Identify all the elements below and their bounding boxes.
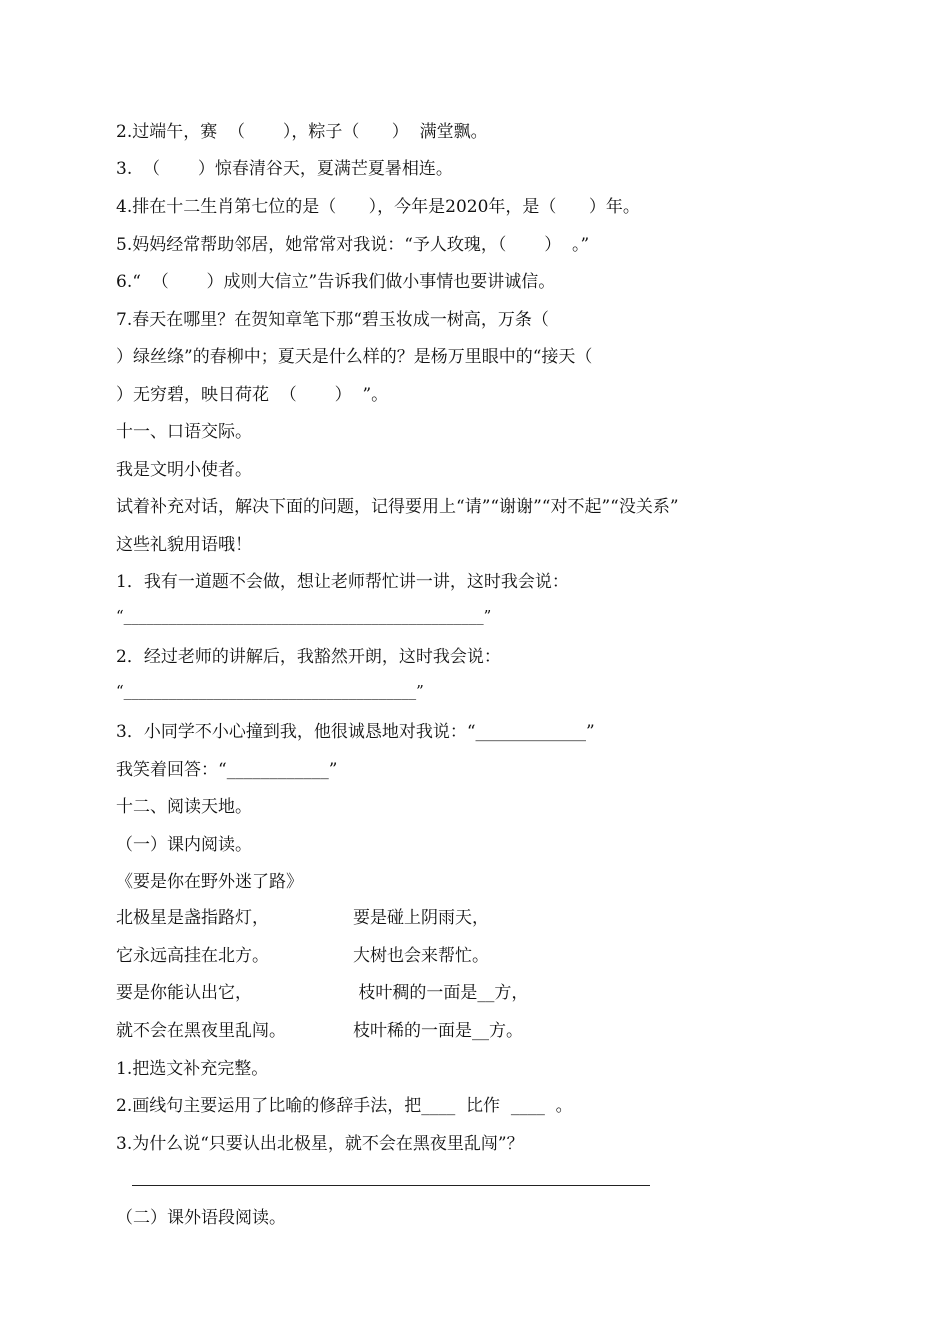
section11-intro-cont: 这些礼貌用语哦！ xyxy=(116,535,252,555)
section12-title: 十二、阅读天地。 xyxy=(116,797,252,817)
fill-blank-1: 2.过端午，赛 （ ），粽子（ ） 满堂飘。 xyxy=(116,122,488,142)
fill-blank-6: 7.春天在哪里？在贺知章笔下那“碧玉妆成一树高，万条（ xyxy=(116,310,549,330)
poem-right-line: 要是碰上阴雨天， xyxy=(353,908,489,928)
section11-intro: 试着补充对话，解决下面的问题，记得要用上“请”“谢谢”“对不起”“没关系” xyxy=(116,497,679,517)
reading-question-1: 1.把选文补充完整。 xyxy=(116,1059,269,1079)
reading-question-2: 2.画线句主要运用了比喻的修辞手法，把____ 比作 ____ 。 xyxy=(116,1096,573,1116)
section11-title: 十一、口语交际。 xyxy=(116,422,252,442)
section11-subtitle: 我是文明小使者。 xyxy=(116,460,252,480)
poem-right-line: 枝叶稠的一面是__方， xyxy=(353,983,529,1003)
reading-part-2: （二）课外语段阅读。 xyxy=(116,1208,286,1228)
answer-line xyxy=(132,1185,650,1186)
reading-part-1: （一）课内阅读。 xyxy=(116,835,252,855)
fill-blank-2: 3. （ ）惊春清谷天，夏满芒夏暑相连。 xyxy=(116,159,453,179)
oral-question-2: 2．经过老师的讲解后，我豁然开朗，这时我会说： xyxy=(116,647,501,667)
oral-question-3: 3．小同学不小心撞到我，他很诚恳地对我说：“_____________” xyxy=(116,722,595,742)
poem-left-line: 它永远高挂在北方。 xyxy=(116,946,269,966)
poem-right-line: 大树也会来帮忙。 xyxy=(353,946,489,966)
fill-blank-6-cont2: ）无穷碧，映日荷花 （ ） ”。 xyxy=(116,385,389,405)
fill-blank-5: 6.“ （ ）成则大信立”告诉我们做小事情也要讲诚信。 xyxy=(116,272,556,292)
fill-blank-4: 5.妈妈经常帮助邻居，她常常对我说：“予人玫瑰，（ ） 。” xyxy=(116,235,590,255)
oral-reply-3: 我笑着回答：“____________” xyxy=(116,760,338,780)
fill-blank-3: 4.排在十二生肖第七位的是（ ），今年是2020年，是（ ）年。 xyxy=(116,197,640,217)
oral-question-1: 1．我有一道题不会做，想让老师帮忙讲一讲，这时我会说： xyxy=(116,572,569,592)
oral-answer-1: “________________________________________________” xyxy=(116,607,492,625)
poem-left-line: 就不会在黑夜里乱闯。 xyxy=(116,1021,286,1041)
oral-answer-2: “_______________________________________” xyxy=(116,682,424,700)
poem-right-line: 枝叶稀的一面是__方。 xyxy=(353,1021,523,1041)
reading-question-3: 3.为什么说“只要认出北极星，就不会在黑夜里乱闯”？ xyxy=(116,1134,524,1154)
poem-left-line: 北极星是盏指路灯， xyxy=(116,908,269,928)
poem-left-line: 要是你能认出它， xyxy=(116,983,252,1003)
poem-title: 《要是你在野外迷了路》 xyxy=(116,872,303,892)
fill-blank-6-cont: ）绿丝绦”的春柳中；夏天是什么样的？是杨万里眼中的“接天（ xyxy=(116,347,593,367)
